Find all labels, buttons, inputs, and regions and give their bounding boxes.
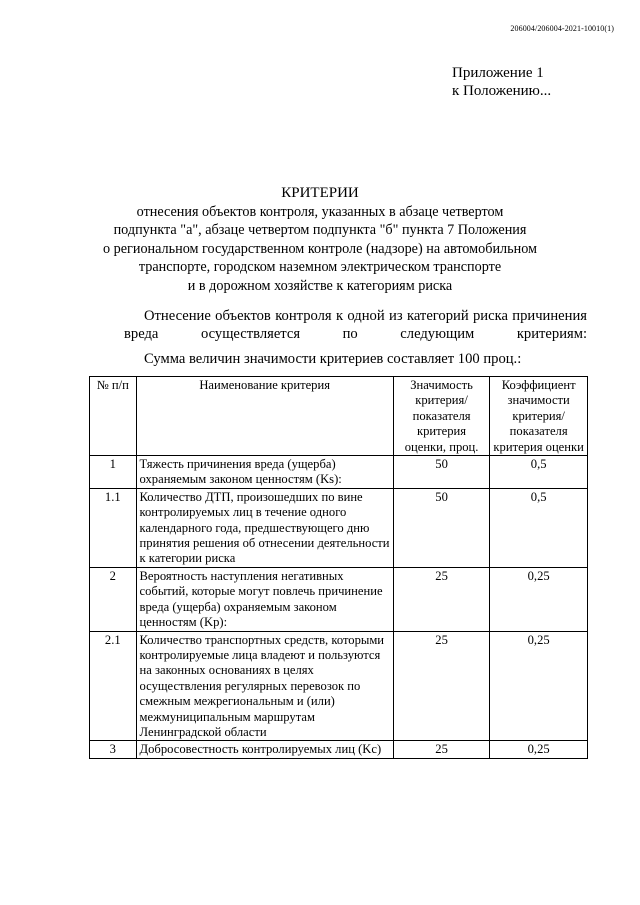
row-num: 1.1 — [90, 488, 137, 567]
row-name: Вероятность наступления негативных событий, которые могут повлечь причинение вреда (ущерба) охраняемым законом ценностям (Kp): — [136, 567, 393, 631]
row-value: 50 — [393, 488, 489, 567]
title-line-5: и в дорожном хозяйстве к категориям риска — [187, 277, 453, 294]
row-coef: 0,25 — [490, 741, 588, 758]
document-id: 206004/206004-2021-10010(1) — [510, 24, 614, 33]
title-main: КРИТЕРИИ — [281, 185, 359, 201]
title-line-3: о региональном государственном контроле (надзоре) на автомобильном — [103, 240, 537, 257]
title-line-2: подпункта "а", абзаце четвертом подпункта "б" пункта 7 Положения — [113, 222, 527, 238]
title-line-1: отнесения объектов контроля, указанных в абзаце четвертом — [136, 203, 504, 220]
row-coef: 0,5 — [490, 456, 588, 489]
row-value: 50 — [393, 456, 489, 489]
criteria-table — [89, 376, 588, 759]
row-coef: 0,25 — [490, 567, 588, 631]
row-name: Количество транспортных средств, которыми контролируемые лица владеют и пользуются на законных основаниях в целях осуществления регулярных перевозок по смежным межрегиональным и (или) межмуниципальным маршрутам Ленинградской области — [136, 631, 393, 741]
row-coef: 0,25 — [490, 631, 588, 741]
header-value: Значимость критерия/ показателя критерия оценки, проц. — [393, 377, 489, 456]
row-num: 1 — [90, 456, 137, 489]
row-num: 2 — [90, 567, 137, 631]
table-header-row — [90, 377, 588, 456]
appendix-line-2: к Положению... — [452, 83, 552, 99]
document-title — [0, 184, 640, 295]
title-line-4: транспорте, городском наземном электрическом транспорте — [138, 259, 502, 275]
row-num: 3 — [90, 741, 137, 758]
row-num: 2.1 — [90, 631, 137, 741]
table-row — [90, 741, 588, 758]
row-value: 25 — [393, 631, 489, 741]
intro-paragraph: Отнесение объектов контроля к одной из категорий риска причинения вреда осуществляется по следующим критериям: — [124, 308, 587, 342]
row-name: Тяжесть причинения вреда (ущерба) охраняемым законом ценностям (Ks): — [136, 456, 393, 489]
appendix-reference — [452, 64, 551, 100]
sum-paragraph: Сумма величин значимости критериев составляет 100 проц.: — [144, 351, 522, 367]
header-name: Наименование критерия — [136, 377, 393, 456]
table-row — [90, 488, 588, 567]
row-name: Количество ДТП, произошедших по вине контролируемых лиц в течение одного календарного года, предшествующего дню принятия решения об отнесении деятельности к категории риска — [136, 488, 393, 567]
appendix-line-1: Приложение 1 — [452, 65, 544, 81]
row-coef: 0,5 — [490, 488, 588, 567]
table-row — [90, 567, 588, 631]
header-num: № п/п — [90, 377, 137, 456]
row-value: 25 — [393, 567, 489, 631]
row-name: Добросовестность контролируемых лиц (Kc) — [136, 741, 393, 758]
row-value: 25 — [393, 741, 489, 758]
header-coef: Коэффициент значимости критерия/ показателя критерия оценки — [490, 377, 588, 456]
table-row — [90, 456, 588, 489]
table-row — [90, 631, 588, 741]
